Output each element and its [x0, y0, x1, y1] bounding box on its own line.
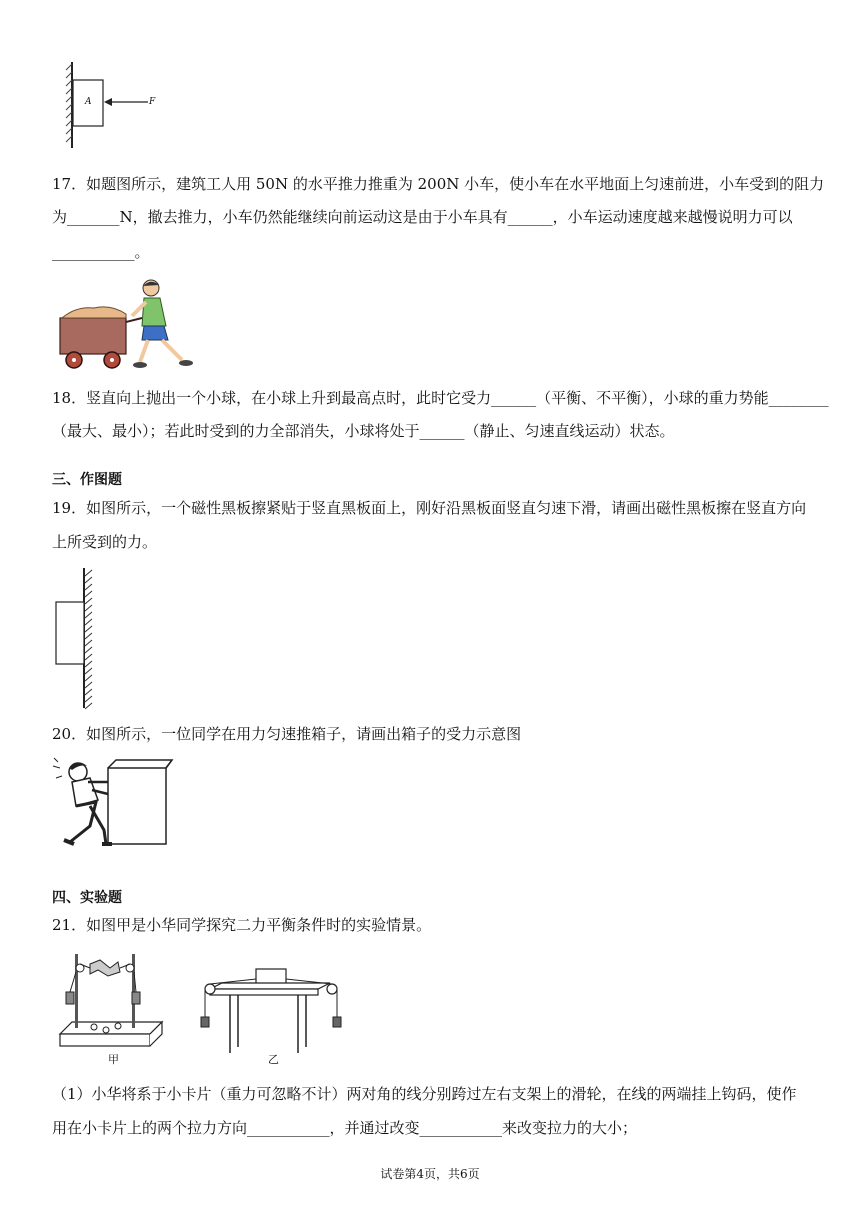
- figure-worker-pushing-cart: [56, 278, 196, 373]
- q21-sub1-line1: （1）小华将系于小卡片（重力可忽略不计）两对角的线分别跨过左右支架上的滑轮，在线的两端挂上钩码，使作: [52, 1085, 797, 1103]
- q20-line1: 20．如图所示，一位同学在用力匀速推箱子，请画出箱子的受力示意图: [52, 725, 522, 743]
- q19-line2: 上所受到的力。: [52, 533, 158, 551]
- figure-eraser-on-board: [52, 566, 102, 710]
- figure-balance-apparatus-b: [196, 965, 346, 1055]
- section-title-drawing: 三、作图题: [52, 472, 122, 488]
- q18-line2: （最大、最小）；若此时受到的力全部消失，小球将处于______（静止、匀速直线运动）状态。: [52, 422, 675, 440]
- q17-line3: ___________。: [52, 243, 150, 261]
- q18-line1: 18．竖直向上抛出一个小球，在小球上升到最高点时，此时它受力______（平衡、不平衡），小球的重力势能________: [52, 389, 829, 407]
- q19-line1: 19．如图所示，一个磁性黑板擦紧贴于竖直黑板面上，刚好沿黑板面竖直匀速下滑，请画出磁性黑板擦在竖直方向: [52, 499, 807, 517]
- q21-sub1-line2: 用在小卡片上的两个拉力方向___________，并通过改变___________来改变拉力的大小；: [52, 1119, 638, 1137]
- fig-label-b: 乙: [268, 1053, 279, 1066]
- section-title-experiment: 四、实验题: [52, 890, 122, 906]
- fig-label-a: 甲: [108, 1053, 119, 1066]
- q17-line1: 17．如题图所示，建筑工人用 50N 的水平推力推重为 200N 小车，使小车在水平地面上匀速前进，小车受到的阻力: [52, 175, 825, 193]
- figure-balance-apparatus-a: [58, 950, 166, 1056]
- block-label: A: [85, 97, 92, 107]
- q17-line2: 为_______N，撤去推力，小车仍然能继续向前运动这是由于小车具有______，小车运动速度越来越慢说明力可以: [52, 208, 793, 226]
- figure-student-pushing-box: [50, 756, 172, 848]
- page-footer: 试卷第4页，共6页: [380, 1167, 480, 1181]
- q21-line1: 21．如图甲是小华同学探究二力平衡条件时的实验情景。: [52, 916, 432, 934]
- force-label: F: [149, 97, 156, 107]
